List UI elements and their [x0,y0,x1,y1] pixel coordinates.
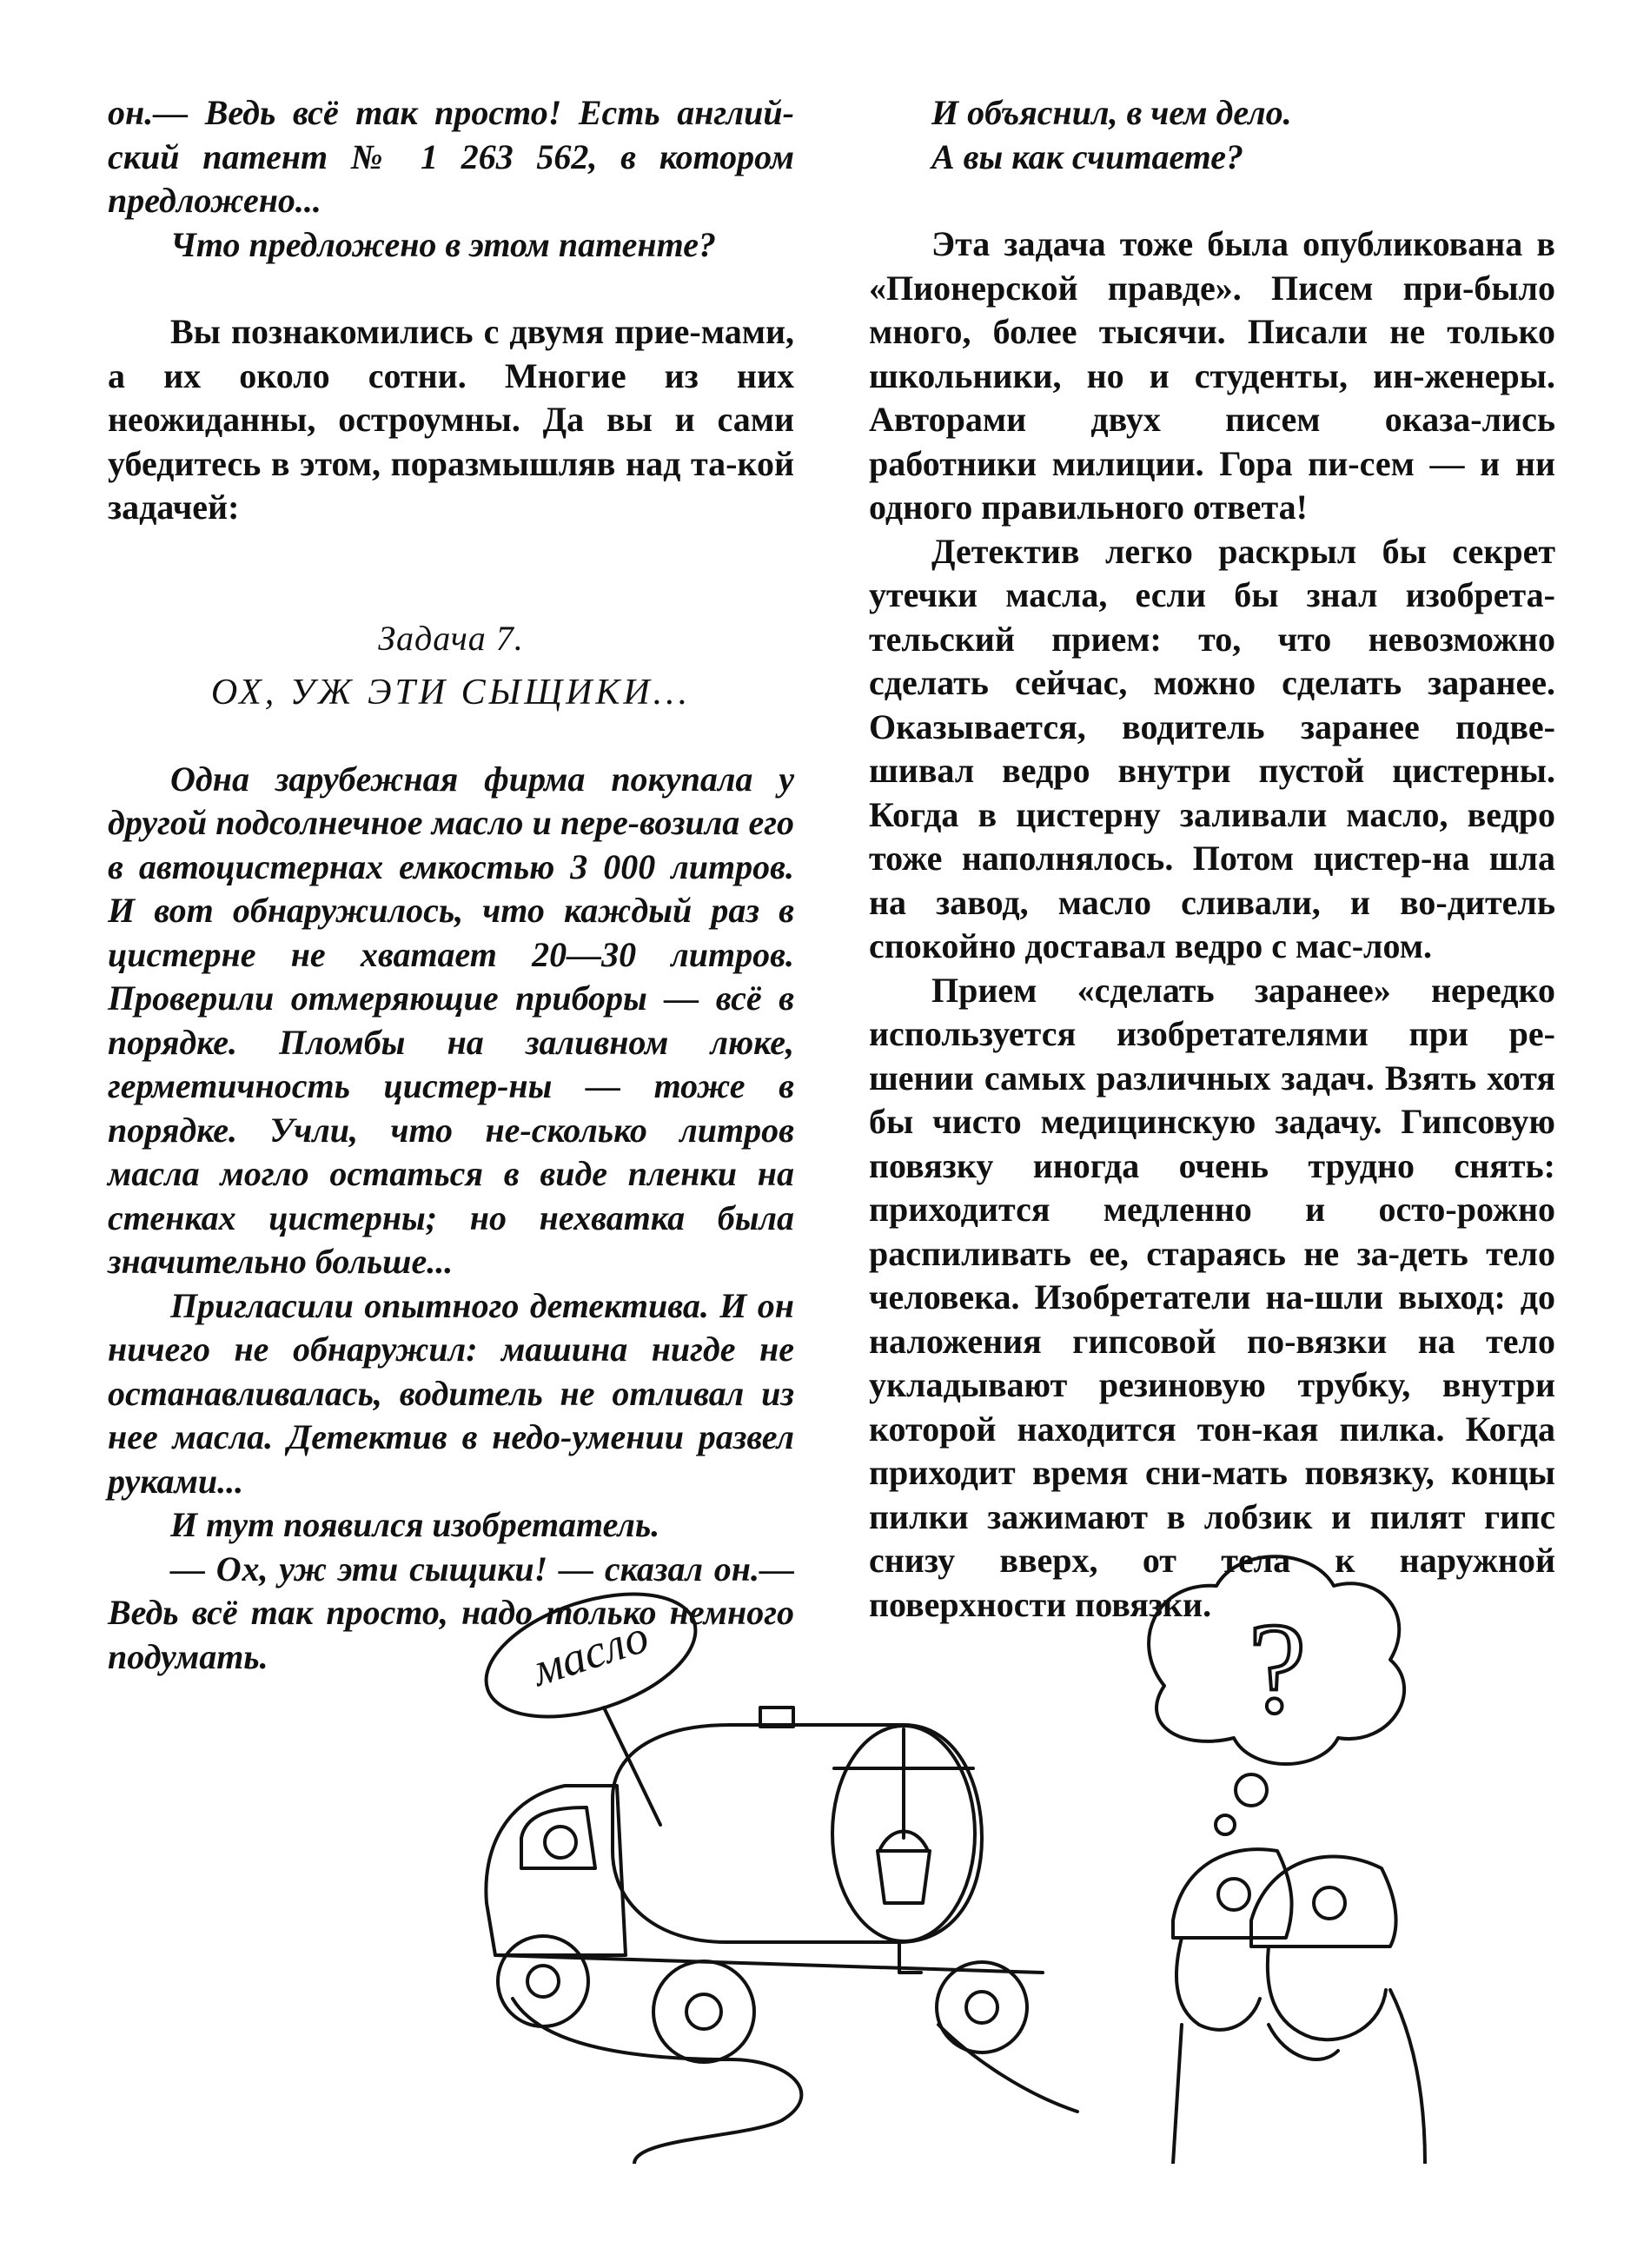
task-heading [108,617,794,714]
helmet-badge-left [1218,1879,1249,1910]
task-paragraph-2: Пригласили опытного детектива. И он ничего не обнаружил: машина нигде не останавливалась, водитель не отливал из нее масла. Детектив в недо-умении развел руками... [108,1285,794,1501]
question-mark-icon: ? [1248,1596,1307,1741]
tanker-truck-illustration [417,1538,1547,2164]
task-paragraph-3: И тут появился изобретатель. [170,1505,660,1544]
face-right [1268,1946,1386,2039]
road-line-2 [938,2025,1077,2112]
wheel-middle [653,1961,754,2062]
right-paragraph-2: Детектив легко раскрыл бы секрет утечки масла, если бы знал изобрета-тельский прием: то, что невозможно сделать сейчас, можно сделать заранее. Оказывается, водитель заранее подве-шивал ведро внутри пустой цистерны. Когда в цистерну заливали масло, ведро тоже наполнялось. Потом цистер-на шла на завод, масло сливали, и во-дитель спокойно доставал ведро с мас-лом. [869,531,1555,965]
task-number: Задача 7. [378,618,524,658]
right-intro-line-2: А вы как считаете? [931,136,1244,176]
left-intro-line-2: Что предложено в этом патенте? [170,224,716,264]
left-column [108,91,794,1679]
right-paragraph-3: Прием «сделать заранее» нередко используется изобретателями при ре-шении самых различных задач. Взять хотя бы чисто медицинскую задачу. Гипсовую повязку иногда очень трудно снять: приходится медленно и осто-рожно распиливать ее, стараясь не за-деть тело человека. Изобретатели на-шли выход: до наложения гипсовой по-вязки на тело укладывают резиновую трубку, внутри которой находится тон-кая пилка. Когда приходит время сни-мать повязку, концы пилки зажимают в лобзик и пилят гипс снизу вверх, от тела к наружной поверхности повязки. [869,970,1555,1624]
body-left [1173,2025,1182,2164]
wheel-front-hub [527,1966,559,1997]
right-paragraph-1: Эта задача тоже была опубликована в «Пионерской правде». Писем при-было много, более тысячи. Писали не только школьники, но и студенты, ин-женеры. Авторами двух писем оказа-лись работники милиции. Гора пи-сем — и ни одного правильного ответа! [869,224,1555,527]
face-left [1176,1938,1260,2030]
wheel-middle-hub [686,1994,721,2029]
sign-text: масло [525,1609,655,1696]
task-title: ОХ, УЖ ЭТИ СЫЩИКИ... [210,672,692,713]
helmet-left [1173,1849,1292,1938]
left-intro-line-1: он.— Ведь всё так просто! Есть англий-ский патент № 1 263 562, в котором предложено... [108,93,794,220]
wheel-rear [937,1962,1027,2052]
tank-body [613,1725,982,1942]
wheel-rear-hub [966,1992,997,2023]
wheel-front [498,1936,588,2026]
right-intro-line-1: И объяснил, в чем дело. [931,93,1292,132]
chassis [495,1955,1043,1973]
bucket [878,1851,930,1903]
task-paragraph-4: — Ох, уж эти сыщики! — сказал он.— Ведь всё так просто, надо только немного подумать. [108,1548,794,1676]
body-right [1390,1990,1425,2164]
driver-head [545,1827,576,1858]
right-column [869,91,1555,1627]
task-paragraph-1: Одна зарубежная фирма покупала у другой подсолнечное масло и пере-возила его в автоцистернах емкостью 3 000 литров. И вот обнаружилось, что каждый раз в цистерне не хватает 20—30 литров. Проверили отмеряющие приборы — всё в порядке. Пломбы на заливном люке, герметичность цистер-ны — тоже в порядке. Учли, что не-сколько литров масла могло остаться в виде пленки на стенках цистерны; но нехватка была значительно больше... [108,759,794,1281]
helmet-right [1251,1857,1396,1947]
left-paragraph-1: Вы познакомились с двумя прие-мами, а их около сотни. Многие из них неожиданны, остроумны. Да вы и сами убедитесь в этом, поразмышляв над та-кой задачей: [108,312,794,527]
hand-chin [1269,2025,1338,2059]
thought-bubble-1 [1236,1774,1267,1806]
helmet-badge-right [1314,1887,1345,1919]
thought-bubble-2 [1216,1815,1235,1834]
